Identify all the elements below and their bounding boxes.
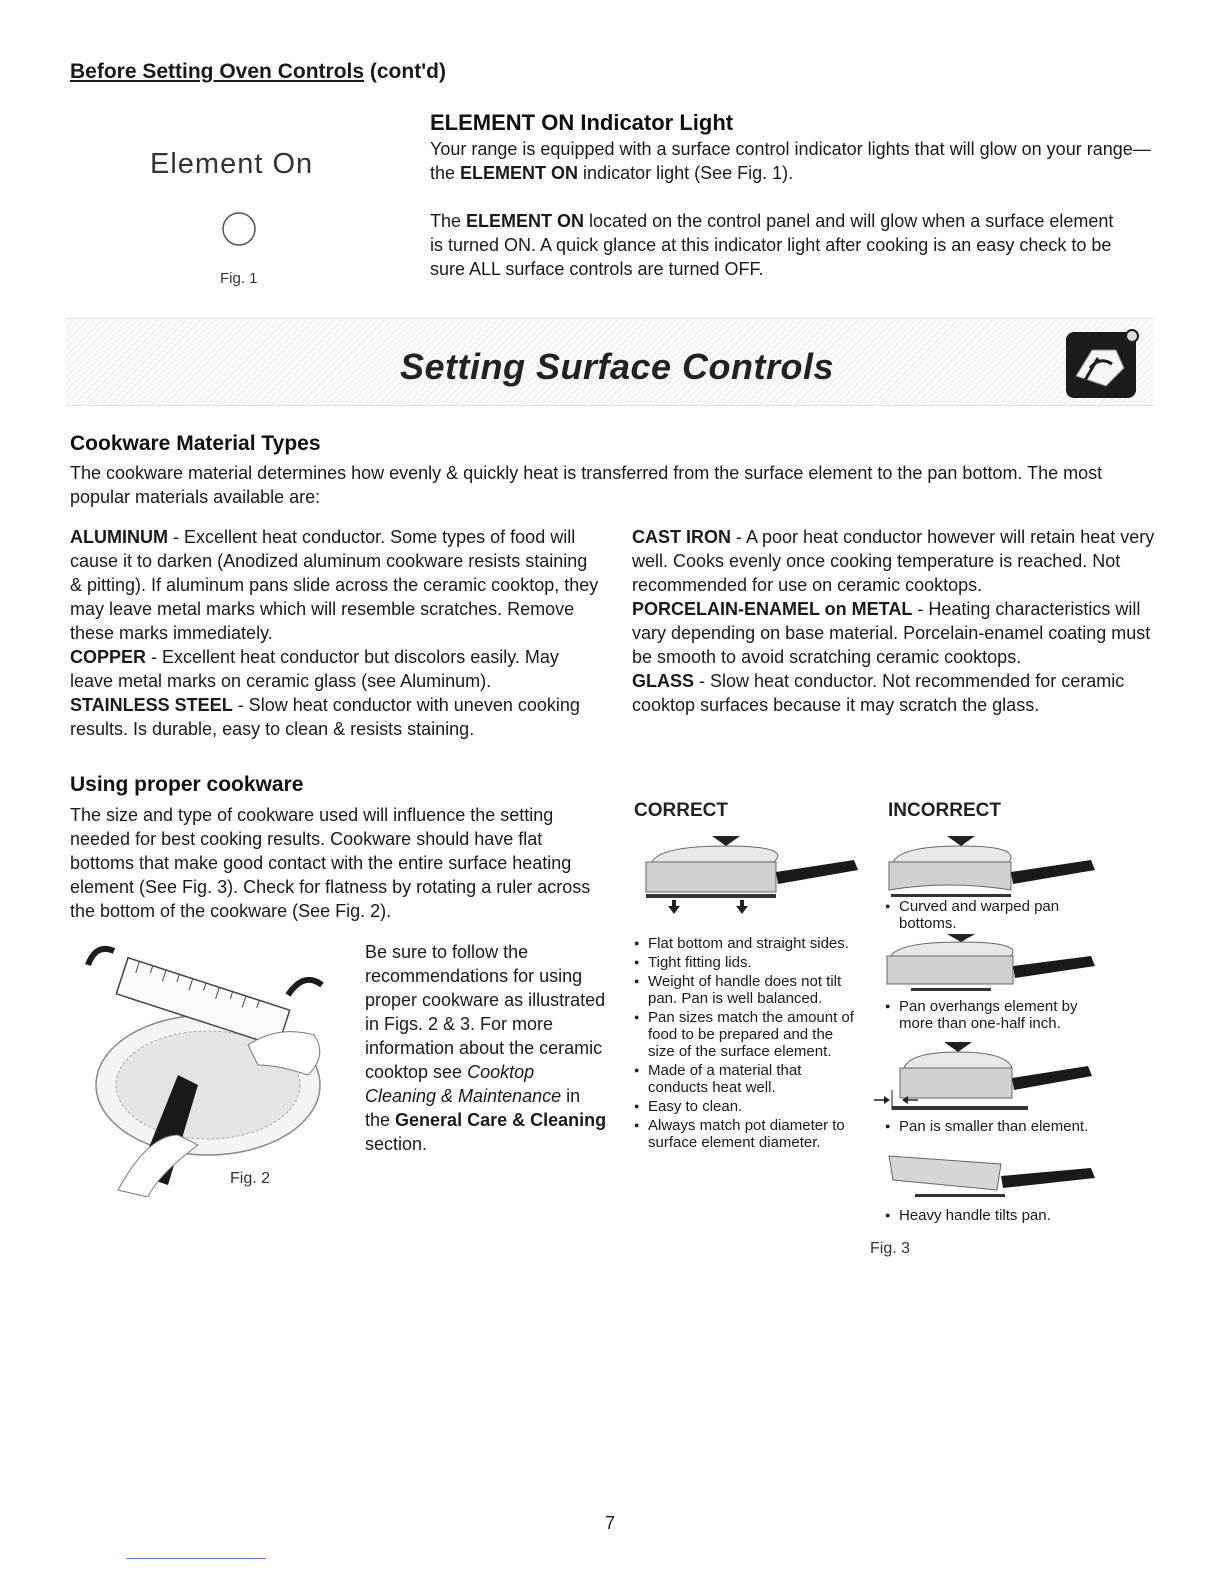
correct-item: ● Always match pot diameter to surface element diameter. [634,1117,859,1151]
p1-bold: ELEMENT ON [460,163,579,183]
small-pan-illustration [870,1040,1110,1118]
material-types-intro: The cookware material determines how evenly & quickly heat is transferred from the surface element to the pan bottom. The most popular materials available are: [70,463,1103,507]
correct-item: ● Easy to clean. [634,1098,859,1115]
material-name: PORCELAIN-ENAMEL on METAL [632,599,913,619]
correct-pan-illustration [640,830,865,920]
element-on-paragraph-1 [430,137,1160,185]
incorrect-item: ● Pan is smaller than element. [885,1118,1105,1135]
material-name: STAINLESS STEEL [70,695,233,715]
material-desc: - Heating characteristics will vary depending on base material. Porcelain-enamel coating must be smooth to avoid scratching ceramic cooktops. [632,599,1151,667]
correct-item: ● Flat bottom and straight sides. [634,935,859,952]
material-porcelain-enamel [632,597,1157,669]
material-copper [70,645,600,693]
follow-text-end: section. [365,1134,428,1154]
material-desc: - Excellent heat conductor. Some types of food will cause it to darken (Anodized aluminum cookware resists staining & pitting). If aluminum pans slide across the ceramic cooktop, they may leave metal marks which will resemble scratches. Remove these marks immediately. [70,527,599,643]
correct-label: CORRECT [634,800,728,821]
ruler-flatness-check-illustration [78,935,340,1197]
material-types-heading: Cookware Material Types [70,432,321,455]
overhang-pan-illustration [885,932,1110,996]
incorrect-item-4 [885,1207,1105,1226]
p2-text: The [430,211,467,231]
proper-cookware-heading: Using proper cookware [70,773,304,796]
p1-text-end: indicator light (See Fig. 1). [578,163,794,183]
material-stainless-steel [70,693,600,741]
material-aluminum [70,525,600,645]
material-desc: - Slow heat conductor with uneven cooking results. Is durable, easy to clean & resists staining. [70,695,580,739]
material-desc: - A poor heat conductor however will retain heat very well. Cooks evenly once cooking temperature is reached. Not recommended for use on ceramic cooktops. [632,527,1155,595]
section-header [70,60,446,84]
fig1-label: Fig. 1 [220,270,258,287]
incorrect-item-1 [885,898,1105,934]
section-header-title: Before Setting Oven Controls [70,60,365,83]
materials-right-column [632,525,1157,717]
materials-left-column [70,525,600,741]
material-glass [632,669,1157,717]
material-desc: - Slow heat conductor. Not recommended for ceramic cooktop surfaces because it may scratch the glass. [632,671,1125,715]
page-number: 7 [605,1513,616,1533]
correct-item: ● Weight of handle does not tilt pan. Pan is well balanced. [634,973,859,1007]
follow-recommendations-text [365,940,610,1156]
correct-item: ● Pan sizes match the amount of food to be prepared and the size of the surface element. [634,1009,859,1060]
element-on-heading: ELEMENT ON Indicator Light [430,110,734,135]
incorrect-item-3 [885,1118,1105,1137]
element-on-panel-label: Element On [150,148,314,180]
surface-cooktop-icon [1064,328,1140,402]
indicator-light-icon [220,210,258,248]
follow-text-mid: in the [365,1086,581,1130]
correct-item: ● Made of a material that conducts heat well. [634,1062,859,1096]
element-on-paragraph-2 [430,209,1130,281]
section-header-suffix: (cont'd) [364,60,447,83]
follow-italic: Cooktop Cleaning & Maintenance [365,1062,562,1106]
material-cast-iron [632,525,1157,597]
footer-rule [126,1558,266,1559]
fig3-label: Fig. 3 [870,1240,911,1257]
follow-bold: General Care & Cleaning [395,1110,607,1130]
fig2-label: Fig. 2 [230,1170,271,1187]
p2-bold: ELEMENT ON [466,211,585,231]
incorrect-item: ● Pan overhangs element by more than one-half inch. [885,998,1105,1032]
incorrect-item-2 [885,998,1105,1034]
correct-list [634,935,859,1153]
follow-text: Be sure to follow the recommendations for using proper cookware as illustrated in Figs. 2 & 3. For more information about the ceramic cooktop see [365,942,606,1082]
tilted-pan-illustration [885,1150,1110,1200]
incorrect-label: INCORRECT [888,800,1001,821]
material-name: GLASS [632,671,695,691]
material-desc: - Excellent heat conductor but discolors easily. May leave metal marks on ceramic glass (see Aluminum). [70,647,559,691]
banner-title: Setting Surface Controls [400,346,835,387]
correct-item: ● Tight fitting lids. [634,954,859,971]
incorrect-item: ● Heavy handle tilts pan. [885,1207,1105,1224]
incorrect-item: ● Curved and warped pan bottoms. [885,898,1105,932]
p1-text: Your range is equipped with a surface control indicator lights that will glow on your range— the [430,139,1151,183]
warped-pan-illustration [885,830,1110,900]
material-name: CAST IRON [632,527,731,547]
proper-cookware-intro: The size and type of cookware used will influence the setting needed for best cooking results. Cookware should have flat bottoms that make good contact with the entire surface heating element (See Fig. 3). Check for flatness by rotating a ruler across the bottom of the cookware (See Fig. 2). [70,805,591,921]
material-name: ALUMINUM [70,527,168,547]
material-name: COPPER [70,647,147,667]
p2-text-end: located on the control panel and will glow when a surface element is turned ON. A quick glance at this indicator light after cooking is an easy check to be sure ALL surface controls are turned OFF. [430,211,1114,279]
